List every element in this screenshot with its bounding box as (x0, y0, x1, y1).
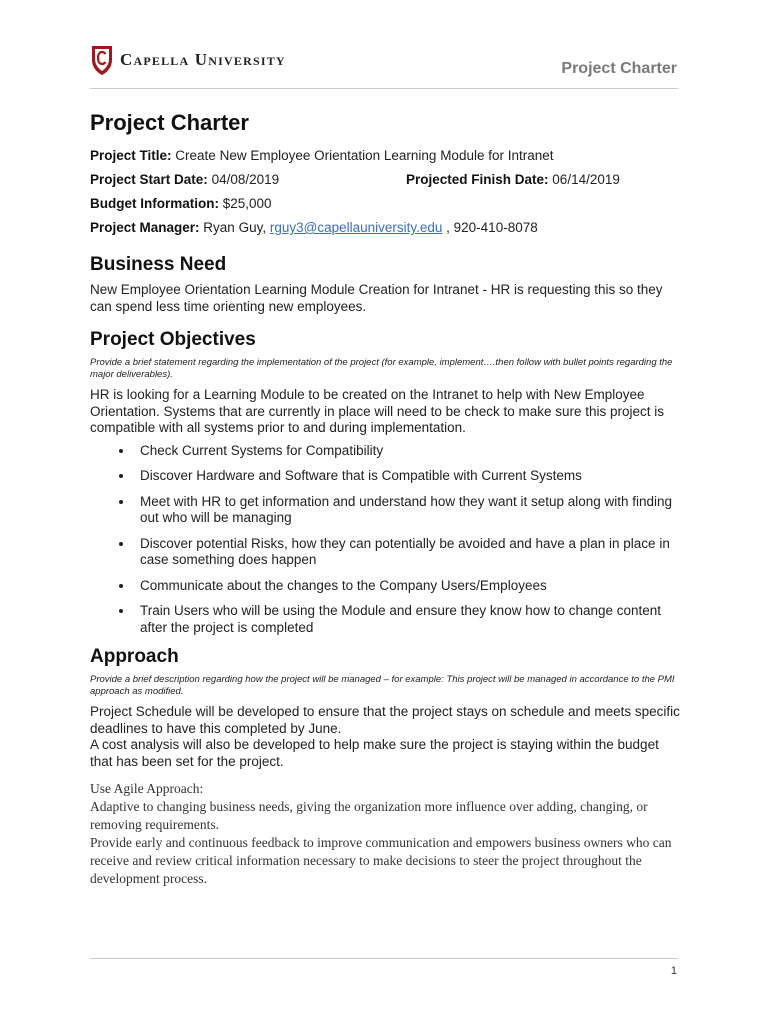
manager-email-link[interactable]: rguy3@capellauniversity.edu (269, 220, 443, 235)
logo-text: Capella University (120, 50, 286, 69)
project-title-value: Create New Employee Orientation Learning Module for Intranet (175, 148, 554, 163)
agile-title: Use Agile Approach: (90, 781, 204, 796)
list-item: • Meet with HR to get information and understand how they want it setup along with finding out who will be managing (134, 494, 680, 527)
business-need-text: New Employee Orientation Learning Module Creation for Intranet - HR is requesting this so they can spend less time orienting new employees. (90, 282, 663, 314)
list-item: • Train Users who will be using the Module and ensure they know how to change content after the project is completed (134, 603, 680, 636)
business-need-heading: Business Need (90, 254, 227, 275)
list-item: • Discover Hardware and Software that is Compatible with Current Systems (134, 468, 680, 485)
header-doc-title: Project Charter (561, 60, 677, 77)
approach-para-1: Project Schedule will be developed to ensure that the project stays on schedule and meets specific deadlines to have this completed by June. (90, 704, 680, 736)
manager-phone: , 920-410-8078 (446, 220, 538, 235)
capella-logo (90, 44, 286, 76)
budget-row (90, 192, 680, 216)
page-header (0, 0, 768, 100)
finish-date-label: Projected Finish Date: (406, 172, 549, 187)
budget-label: Budget Information: (90, 196, 219, 211)
agile-item: Adaptive to changing business needs, giving the organization more influence over adding, changing, or removing requirements. (90, 799, 648, 832)
header-divider (90, 88, 678, 89)
objectives-list (90, 443, 680, 637)
page-title: Project Charter (90, 110, 249, 135)
budget-value: $25,000 (222, 196, 272, 211)
objectives-heading: Project Objectives (90, 329, 256, 350)
approach-hint: Provide a brief description regarding how the project will be managed – for example: This project will be managed in accordance to the PMI approach as modified. (90, 674, 675, 697)
dates-row (90, 168, 680, 192)
capella-shield-icon (90, 44, 114, 76)
finish-date-value: 06/14/2019 (552, 172, 620, 187)
agile-item: Provide early and continuous feedback to improve communication and empowers business owners who can receive and review critical information necessary to make decisions to steer the project throughout the development process. (90, 835, 672, 886)
list-item: • Discover potential Risks, how they can potentially be avoided and have a plan in place in case something does happen (134, 536, 680, 569)
approach-para-2: A cost analysis will also be developed to help make sure the project is staying within the budget that has been set for the project. (90, 737, 659, 769)
document-body (90, 108, 680, 888)
objectives-hint: Provide a brief statement regarding the implementation of the project (for example, implement….then follow with bullet points regarding the major deliverables). (90, 357, 673, 380)
approach-heading: Approach (90, 646, 179, 667)
start-date-value: 04/08/2019 (211, 172, 280, 187)
project-title-label: Project Title: (90, 148, 172, 163)
manager-row (90, 216, 680, 240)
manager-label: Project Manager: (90, 220, 200, 235)
page-number: 1 (670, 965, 677, 977)
footer-divider (90, 958, 678, 959)
manager-name: Ryan Guy, (203, 220, 267, 235)
list-item: • Communicate about the changes to the Company Users/Employees (134, 578, 680, 595)
start-date-label: Project Start Date: (90, 172, 208, 187)
agile-block (90, 780, 680, 888)
project-title-row (90, 144, 680, 168)
objectives-text: HR is looking for a Learning Module to be created on the Intranet to help with New Employee Orientation. Systems that are currently in place will need to be check to make sure this project is compatible with all systems prior to and during implementation. (90, 387, 665, 435)
list-item: • Check Current Systems for Compatibility (134, 443, 680, 460)
